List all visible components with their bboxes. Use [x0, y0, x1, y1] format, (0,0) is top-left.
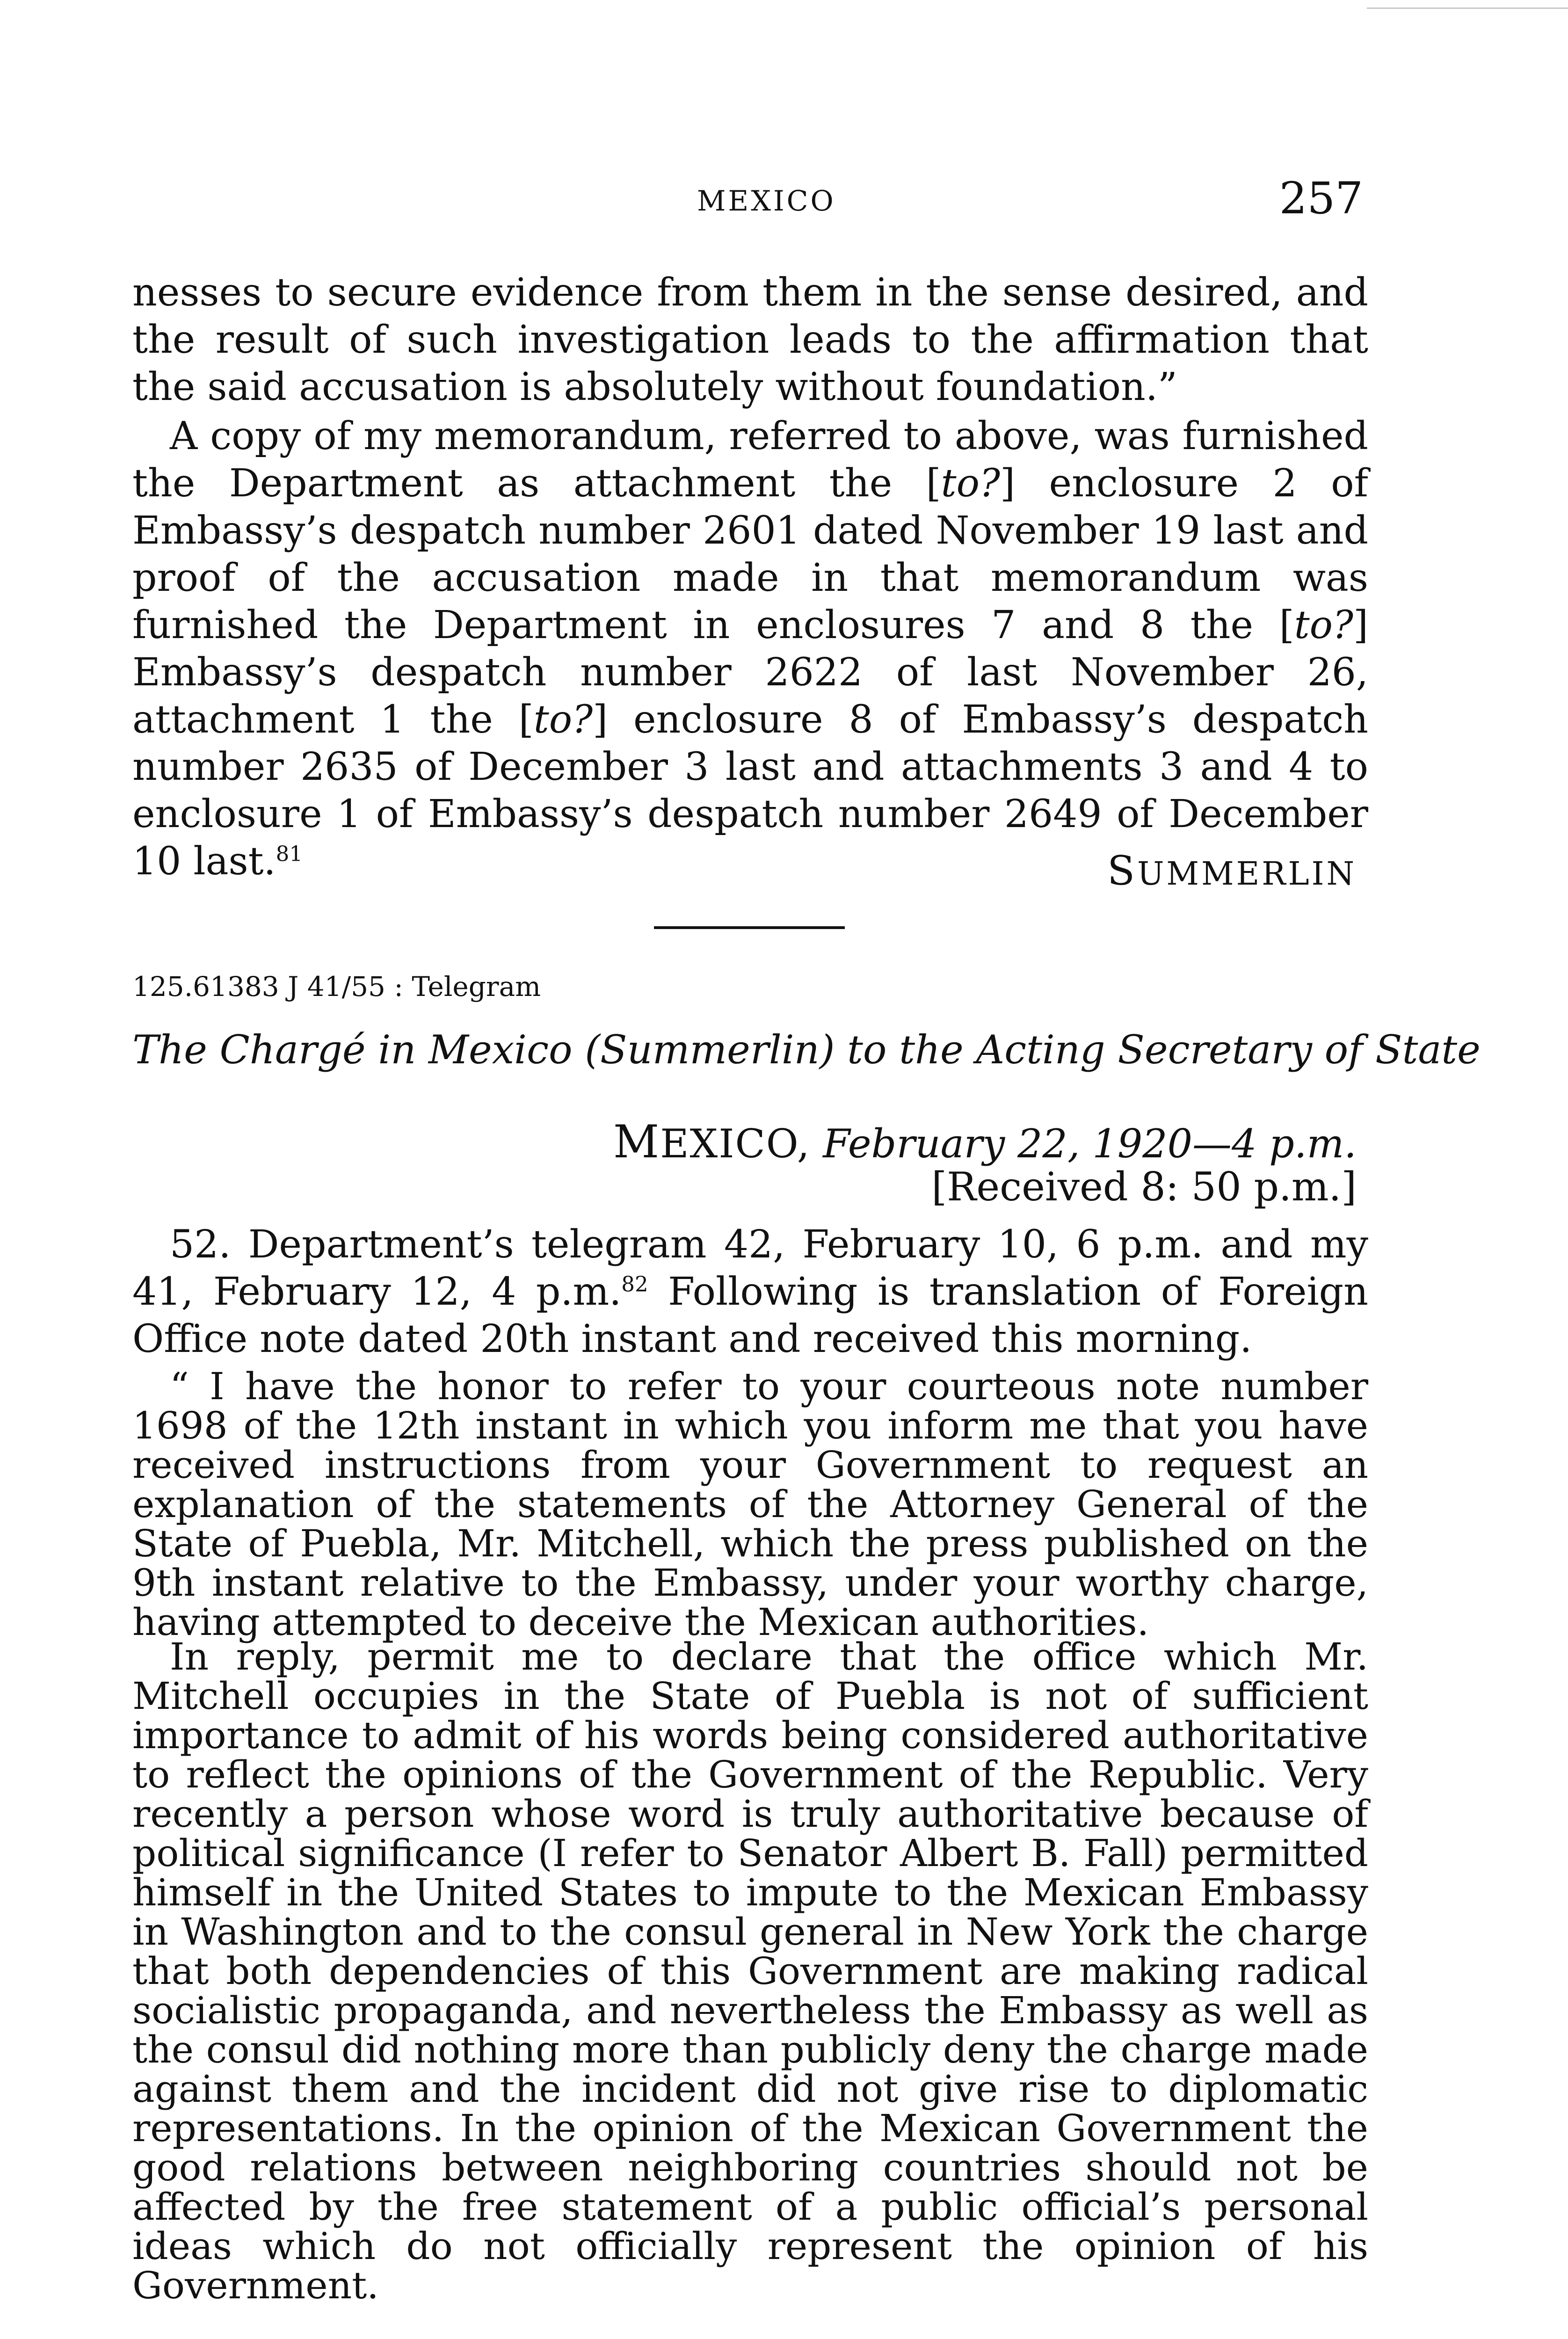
dateline-date: February 22, 1920—4 p.m. — [823, 1121, 1357, 1167]
section-divider — [654, 926, 845, 929]
signature-initial: S — [1107, 848, 1138, 894]
continuation-paragraph: nesses to secure evidence from them in the sense desired, and the result of such investigation leads to the affirmation that the said accusation is absolutely without foundation.” — [132, 270, 1368, 409]
running-title: MEXICO — [697, 185, 836, 218]
telegram-paragraph-1-text: 52. Department’s telegram 42, February 10, 6 p.m. and my 41, February 12, 4 p.m. — [132, 1222, 1368, 1314]
dateline-city — [613, 1116, 811, 1168]
page-number: 257 — [1279, 173, 1363, 224]
signature — [1107, 848, 1357, 894]
footnote-reference: 81 — [276, 841, 303, 866]
dateline — [613, 1116, 1357, 1168]
editorial-insertion: to? — [533, 697, 593, 742]
file-reference: 125.61383 J 41/55 : Telegram — [132, 971, 541, 1002]
paragraph-segment: ] Embassy’s despatch number 2622 of last November 26, attachment 1 the [ — [132, 603, 1368, 742]
telegram-paragraph-2: “ I have the honor to refer to your courteous note number 1698 of the 12th instant in which you inform me that you have received instructions from your Government to request an explanation of the statements of the Attorney General of the State of Puebla, Mr. Mitchell, which the press published on the 9th instant relative to the Embassy, under your worthy charge, having attempted to deceive the Mexican authorities. — [132, 1365, 1368, 1644]
editorial-insertion: to? — [941, 461, 1000, 506]
signature-rest: UMMERLIN — [1137, 856, 1357, 893]
telegram-paragraph-1-rest: Following is translation of Foreign Office note dated 20th instant and received this morning. — [132, 1270, 1368, 1361]
paragraph-segment: ] enclosure 2 of Embassy’s despatch number 2601 dated November 19 last and proof of the accusation made in that memorandum was furnished the Department in enclosures 7 and 8 the [ — [132, 461, 1368, 647]
telegram-paragraph-3: In reply, permit me to declare that the office which Mr. Mitchell occupies in the State of Puebla is not of sufficient importance to admit of his words being considered authoritative to reflect the opinions of the Government of the Republic. Very recently a person whose word is truly authoritative because of political significance (I refer to Senator Albert B. Fall) permitted himself in the United States to impute to the Mexican Embassy in Washington and to the consul general in New York the charge that both dependencies of this Government are making radical socialistic propaganda, and nevertheless the Embassy as well as the consul did nothing more than publicly deny the charge made against them and the incident did not give rise to diplomatic representations. In the opinion of the Mexican Government the good relations between neighboring countries should not be affected by the free statement of a public official’s personal ideas which do not officially represent the opinion of his Government. — [132, 1635, 1368, 2307]
dateline-city-rest: EXICO, — [660, 1121, 811, 1167]
scan-edge-mark — [1367, 7, 1568, 9]
received-time: [Received 8: 50 p.m.] — [931, 1164, 1357, 1210]
dateline-city-initial: M — [613, 1116, 661, 1168]
telegram-paragraph-1 — [132, 1221, 1368, 1363]
paragraph-segment: ] enclosure 8 of Embassy’s despatch number 2635 of December 3 last and attachments 3 and 4 to enclosure 1 of Embassy’s despatch number 2649 of December 10 last. — [132, 697, 1368, 884]
paragraph-segment: A copy of my memorandum, referred to above, was furnished the Department as attachment the [ — [132, 414, 1368, 506]
editorial-insertion: to? — [1294, 603, 1353, 647]
footnote-reference: 82 — [621, 1271, 648, 1297]
document-title: The Chargé in Mexico (Summerlin) to the Acting Secretary of State — [132, 1027, 1481, 1073]
paragraph-copy-memorandum — [132, 413, 1368, 885]
